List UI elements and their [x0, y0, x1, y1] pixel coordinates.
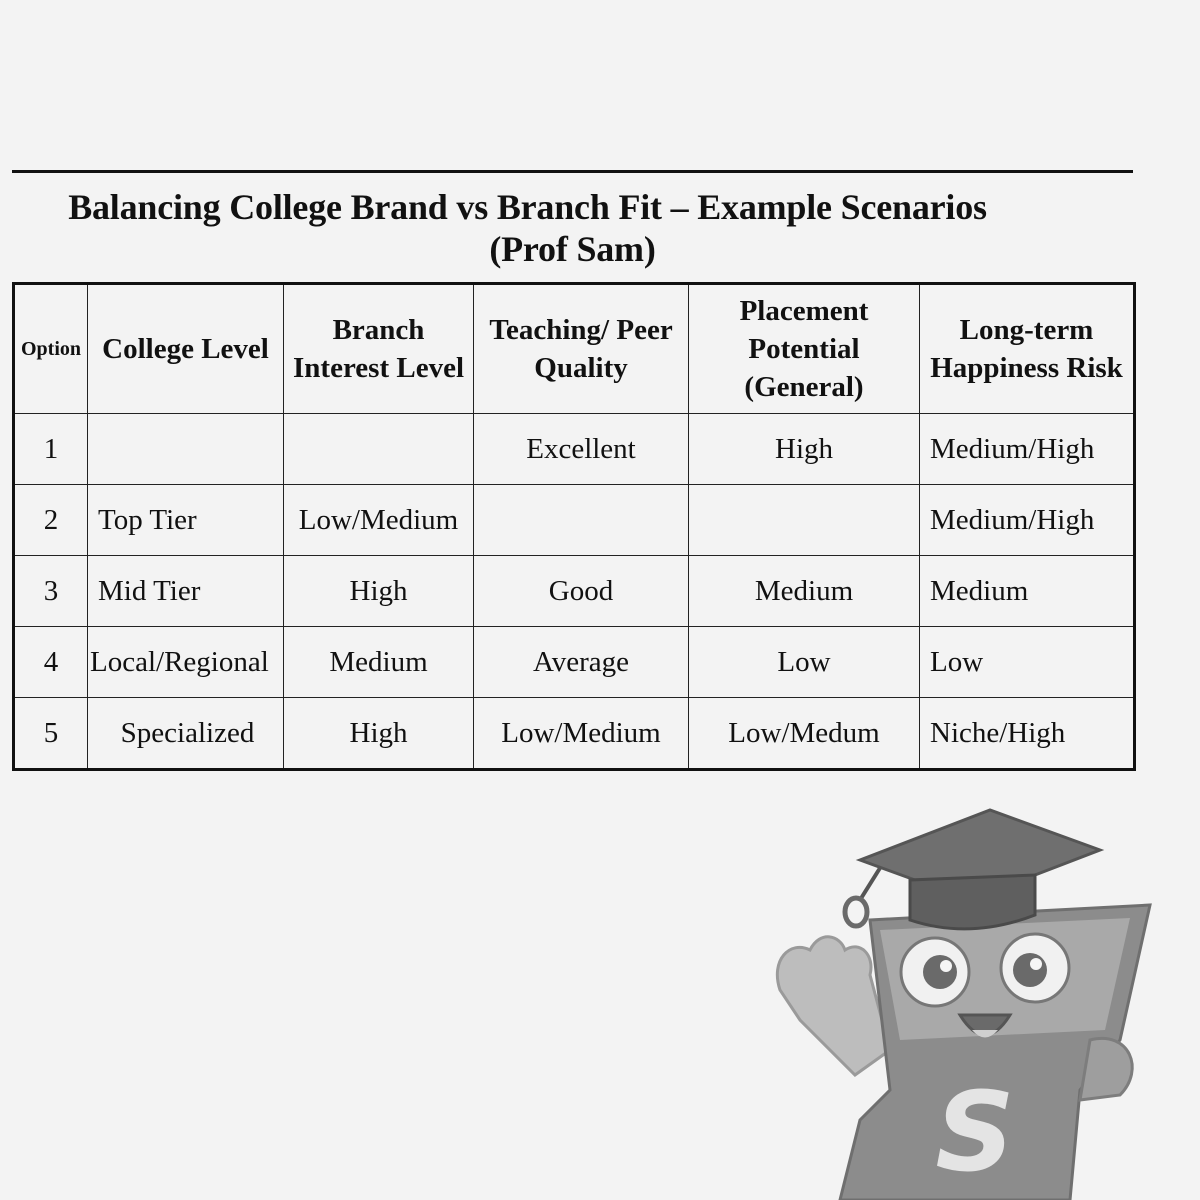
- cell-option: 1: [14, 414, 88, 485]
- cell-option: 3: [14, 556, 88, 627]
- cell-branch-interest: High: [284, 556, 474, 627]
- cell-teaching-peer: Average: [474, 627, 689, 698]
- cell-college-level: Mid Tier: [88, 556, 284, 627]
- cell-option: 2: [14, 485, 88, 556]
- cell-college-level: Local/Regional: [88, 627, 284, 698]
- cell-teaching-peer: Good: [474, 556, 689, 627]
- cell-teaching-peer: Excellent: [474, 414, 689, 485]
- scenario-table: [12, 282, 1136, 771]
- cell-happiness-risk: Medium/High: [920, 414, 1135, 485]
- table-row: [14, 414, 1135, 485]
- cell-college-level: Top Tier: [88, 485, 284, 556]
- table-header-row: [14, 284, 1135, 414]
- cell-branch-interest: Low/Medium: [284, 485, 474, 556]
- cell-placement: Low/Medum: [689, 698, 920, 770]
- graduate-s-mascot-icon: [760, 790, 1180, 1200]
- page-title: [12, 186, 1133, 270]
- cell-college-level: [88, 414, 284, 485]
- header-teaching-peer: Teaching/ Peer Quality: [474, 284, 689, 414]
- header-college-level: College Level: [88, 284, 284, 414]
- cell-placement: Low: [689, 627, 920, 698]
- cell-placement: Medium: [689, 556, 920, 627]
- cell-placement: High: [689, 414, 920, 485]
- cell-teaching-peer: [474, 485, 689, 556]
- header-branch-interest: Branch Interest Level: [284, 284, 474, 414]
- cell-happiness-risk: Medium: [920, 556, 1135, 627]
- table-row: [14, 556, 1135, 627]
- table-row: [14, 627, 1135, 698]
- title-line-2: (Prof Sam): [489, 229, 656, 269]
- cell-option: 5: [14, 698, 88, 770]
- cell-placement: [689, 485, 920, 556]
- cell-option: 4: [14, 627, 88, 698]
- table-row: [14, 698, 1135, 770]
- table-row: [14, 485, 1135, 556]
- cell-happiness-risk: Niche/High: [920, 698, 1135, 770]
- cell-branch-interest: High: [284, 698, 474, 770]
- header-option: Option: [14, 284, 88, 414]
- cell-teaching-peer: Low/Medium: [474, 698, 689, 770]
- header-happiness-risk: Long-term Happiness Risk: [920, 284, 1135, 414]
- cell-branch-interest: Medium: [284, 627, 474, 698]
- mascot-letter: S: [935, 1068, 1015, 1196]
- cell-branch-interest: [284, 414, 474, 485]
- title-line-1: Balancing College Brand vs Branch Fit – Example Scenarios: [68, 187, 987, 227]
- cell-happiness-risk: Low: [920, 627, 1135, 698]
- header-placement: Placement Potential (General): [689, 284, 920, 414]
- cell-college-level: Specialized: [88, 698, 284, 770]
- cell-happiness-risk: Medium/High: [920, 485, 1135, 556]
- top-rule: [12, 170, 1133, 173]
